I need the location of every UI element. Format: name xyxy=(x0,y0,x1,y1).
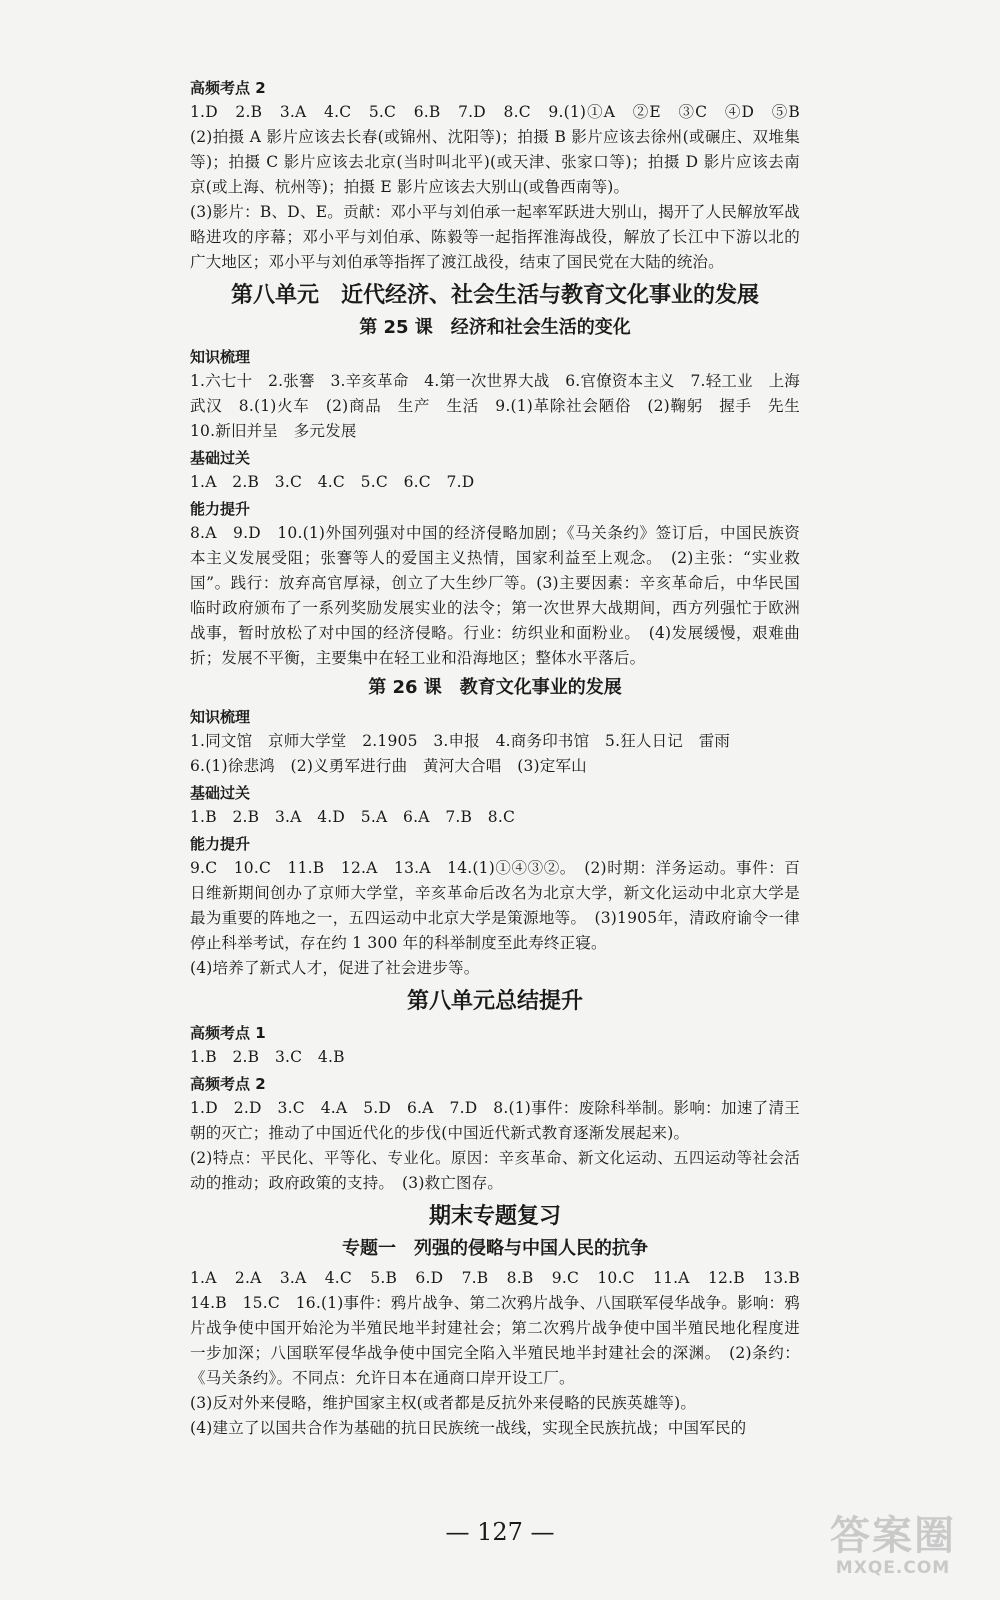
subheading: 知识梳理 xyxy=(190,348,251,366)
page-number: — 127 — xyxy=(445,1518,555,1546)
section-high-freq-2 xyxy=(190,76,800,275)
subheading: 高频考点 2 xyxy=(190,79,266,97)
subheading: 能力提升 xyxy=(190,500,251,518)
answer-paragraph: 1.D 2.D 3.C 4.A 5.D 6.A 7.D 8.(1)事件：废除科举制。影响：加速了清王朝的灭亡；推动了中国近代化的步伐(中国近代新式教育逐渐发展起来)。 (2)特点：平民化、平等化、专业化。原因：辛亥革命、新文化运动、五四运动等社会活动的推动；政府政策的支持。 (3)救亡图存。 xyxy=(190,1099,800,1192)
answer-paragraph: 1.A 2.A 3.A 4.C 5.B 6.D 7.B 8.B 9.C 10.C 11.A 12.B 13.B 14.B 15.C 16.(1)事件：鸦片战争、第二次鸦片战争、八国联军侵华战争。影响：鸦片战争使中国开始沦为半殖民地半封建社会；第二次鸦片战争使中国半殖民地化程度进一步加深；八国联军侵华战争使中国完全陷入半殖民地半封建社会的深渊。 (2)条约：《马关条约》。不同点：允许日本在通商口岸开设工厂。 (3)反对外来侵略，维护国家主权(或者都是反抗外来侵略的民族英雄等)。 (4)建立了以国共合作为基础的抗日民族统一战线，实现全民族抗战；中国军民的 xyxy=(190,1269,800,1437)
watermark-logo xyxy=(808,1514,978,1584)
answer-paragraph: 1.D 2.B 3.A 4.C 5.C 6.B 7.D 8.C 9.(1)①A ②E ③C ④D ⑤B (2)拍摄 A 影片应该去长春(或锦州、沈阳等)；拍摄 B 影片应该去徐州(或碾庄、双堆集等)；拍摄 C 影片应该去北京(当时叫北平)(或天津、张家口等)；拍摄 D 影片应该去南京(或上海、杭州等)；拍摄 E 影片应该去大别山(或鲁西南等)。 (3)影片：B、D、E。贡献：邓小平与刘伯承一起率军跃进大别山，揭开了人民解放军战略进攻的序幕；邓小平与刘伯承、陈毅等一起指挥淮海战役，解放了长江中下游以北的广大地区；邓小平与刘伯承等指挥了渡江战役，结束了国民党在大陆的统治。 xyxy=(190,103,800,271)
answer-paragraph: 1.B 2.B 3.A 4.D 5.A 6.A 7.B 8.C xyxy=(190,808,516,826)
review-title: 期末专题复习 xyxy=(428,1204,561,1229)
answer-paragraph: 1.同文馆 京师大学堂 2.1905 3.申报 4.商务印书馆 5.狂人日记 雷雨 6.(1)徐悲鸿 (2)义勇军进行曲 黄河大合唱 (3)定军山 xyxy=(190,732,731,775)
lesson-26-title: 第 26 课 教育文化事业的发展 xyxy=(368,677,622,698)
subheading: 知识梳理 xyxy=(190,708,251,726)
subheading: 高频考点 2 xyxy=(190,1075,266,1093)
answer-paragraph: 1.A 2.B 3.C 4.C 5.C 6.C 7.D xyxy=(190,473,475,491)
answer-paragraph: 8.A 9.D 10.(1)外国列强对中国的经济侵略加剧；《马关条约》签订后，中国民族资本主义发展受阻；张謇等人的爱国主义热情，国家利益至上观念。 (2)主张：“实业救国”。践行：放弃高官厚禄，创立了大生纱厂等。(3)主要因素：辛亥革命后，中华民国临时政府颁布了一系列奖励发展实业的法令；第一次世界大战期间，西方列强忙于欧洲战事，暂时放松了对中国的经济侵略。行业：纺织业和面粉业。 (4)发展缓慢，艰难曲折；发展不平衡，主要集中在轻工业和沿海地区；整体水平落后。 xyxy=(190,524,800,667)
answer-paragraph: 1.B 2.B 3.C 4.B xyxy=(190,1048,345,1066)
subheading: 能力提升 xyxy=(190,835,251,853)
unit-title: 第八单元 近代经济、社会生活与教育文化事业的发展 xyxy=(230,283,759,308)
subheading: 基础过关 xyxy=(190,784,251,802)
unit-summary-title: 第八单元总结提升 xyxy=(406,989,583,1014)
watermark-url: MXQE.COM xyxy=(835,1558,951,1578)
topic-1-title: 专题一 列强的侵略与中国人民的抗争 xyxy=(342,1238,648,1259)
answer-paragraph: 9.C 10.C 11.B 12.A 13.A 14.(1)①④③②。 (2)时期：洋务运动。事件：百日维新期间创办了京师大学堂，辛亥革命后改名为北京大学，新文化运动中北京大学是最为重要的阵地之一，五四运动中北京大学是策源地等。 (3)1905年，清政府谕令一律停止科举考试，存在约 1 300 年的科举制度至此寿终正寝。 (4)培养了新式人才，促进了社会进步等。 xyxy=(190,859,800,977)
subheading: 高频考点 1 xyxy=(190,1024,266,1042)
answer-paragraph: 1.六七十 2.张謇 3.辛亥革命 4.第一次世界大战 6.官僚资本主义 7.轻工业 上海 武汉 8.(1)火车 (2)商品 生产 生活 9.(1)革除社会陋俗 (2)鞠躬 握手 先生 10.新旧并呈 多元发展 xyxy=(190,372,816,440)
watermark-text: 答案圈 xyxy=(830,1513,956,1559)
answer-page xyxy=(190,74,816,1441)
subheading: 基础过关 xyxy=(190,449,251,467)
lesson-25-title: 第 25 课 经济和社会生活的变化 xyxy=(359,317,631,338)
